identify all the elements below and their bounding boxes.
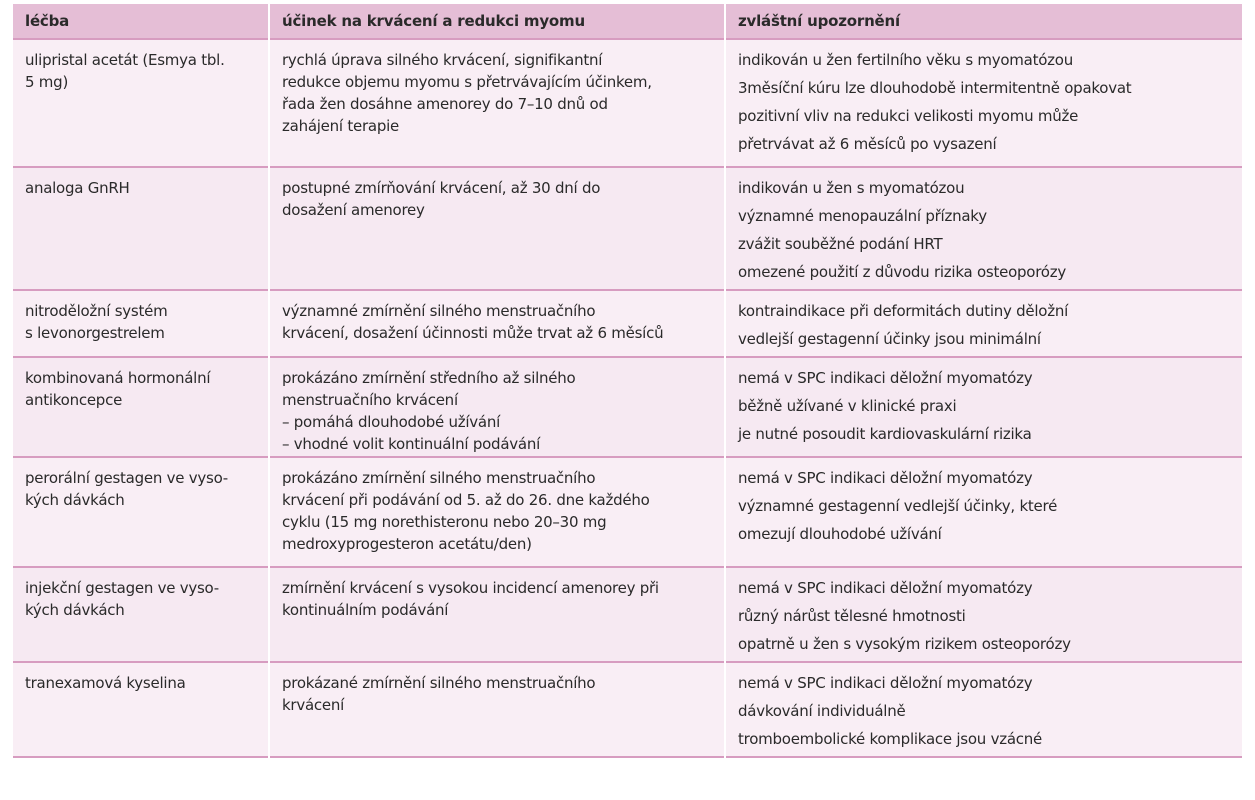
treatment-line: ulipristal acetát (Esmya tbl. [25,51,225,69]
table-row [13,167,1242,290]
effect-cell [269,39,725,167]
treatment-line: perorální gestagen ve vyso- [25,469,228,487]
effect-line: řada žen dosáhne amenorey do 7–10 dnů od [282,95,608,113]
table-row [13,290,1242,357]
treatment-cell [13,290,269,357]
effect-line: krvácení při podávání od 5. až do 26. dne každého [282,491,650,509]
treatment-line: antikoncepce [25,391,123,409]
effect-line: kontinuálním podávání [282,601,449,619]
table-row [13,39,1242,167]
effect-cell [269,457,725,567]
effect-cell [269,357,725,457]
treatment-table [13,4,1242,758]
notes-line: přetrvávat až 6 měsíců po vysazení [738,135,997,153]
effect-cell [269,290,725,357]
effect-line: postupné zmírňování krvácení, až 30 dní do [282,179,601,197]
notes-line: zvážit souběžné podání HRT [738,235,943,253]
notes-cell [725,39,1242,167]
treatment-line: kombinovaná hormonální [25,369,211,387]
effect-line: prokázáno zmírnění středního až silného [282,369,576,387]
table-row [13,357,1242,457]
effect-cell [269,167,725,290]
treatment-line: s levonorgestrelem [25,324,165,342]
notes-line: omezené použití z důvodu rizika osteoporózy [738,263,1066,281]
treatment-cell [13,457,269,567]
notes-line: nemá v SPC indikaci děložní myomatózy [738,674,1033,692]
header-notes: zvláštní upozornění [725,4,1242,39]
notes-cell [725,167,1242,290]
table-body [13,39,1242,757]
table-row [13,567,1242,662]
effect-line: prokázáno zmírnění silného menstruačního [282,469,596,487]
treatment-line: analoga GnRH [25,179,130,197]
effect-cell [269,662,725,757]
table-row [13,457,1242,567]
notes-line: kontraindikace při deformitách dutiny děložní [738,302,1069,320]
treatment-cell [13,567,269,662]
effect-line: menstruačního krvácení [282,391,458,409]
header-effect: účinek na krvácení a redukci myomu [269,4,725,39]
effect-line: – pomáhá dlouhodobé užívání [282,413,501,431]
notes-cell [725,567,1242,662]
effect-line: zahájení terapie [282,117,399,135]
notes-line: nemá v SPC indikaci děložní myomatózy [738,469,1033,487]
notes-line: běžně užívané v klinické praxi [738,397,957,415]
treatment-line: kých dávkách [25,491,125,509]
treatment-line: nitroděložní systém [25,302,168,320]
effect-line: krvácení [282,696,345,714]
notes-cell [725,662,1242,757]
effect-line: – vhodné volit kontinuální podávání [282,435,540,453]
notes-cell [725,357,1242,457]
effect-cell [269,567,725,662]
effect-line: zmírnění krvácení s vysokou incidencí amenorey při [282,579,659,597]
treatment-line: tranexamová kyselina [25,674,186,692]
notes-line: tromboembolické komplikace jsou vzácné [738,730,1042,748]
treatment-cell [13,167,269,290]
effect-line: medroxyprogesteron acetátu/den) [282,535,532,553]
treatment-line: 5 mg) [25,73,69,91]
notes-cell [725,290,1242,357]
effect-line: cyklu (15 mg norethisteronu nebo 20–30 mg [282,513,607,531]
effect-line: rychlá úprava silného krvácení, signifikantní [282,51,603,69]
effect-line: dosažení amenorey [282,201,425,219]
notes-cell [725,457,1242,567]
notes-line: pozitivní vliv na redukci velikosti myomu může [738,107,1079,125]
table-row [13,662,1242,757]
notes-line: dávkování individuálně [738,702,906,720]
notes-line: indikován u žen fertilního věku s myomatózou [738,51,1073,69]
notes-line: omezují dlouhodobé užívání [738,525,942,543]
table-header-row [13,4,1242,39]
treatment-line: kých dávkách [25,601,125,619]
effect-line: krvácení, dosažení účinnosti může trvat až 6 měsíců [282,324,664,342]
treatment-line: injekční gestagen ve vyso- [25,579,219,597]
notes-line: významné gestagenní vedlejší účinky, které [738,497,1058,515]
effect-line: prokázané zmírnění silného menstruačního [282,674,596,692]
treatment-cell [13,662,269,757]
notes-line: nemá v SPC indikaci děložní myomatózy [738,579,1033,597]
notes-line: nemá v SPC indikaci děložní myomatózy [738,369,1033,387]
treatment-cell [13,357,269,457]
effect-line: významné zmírnění silného menstruačního [282,302,596,320]
header-treatment: léčba [13,4,269,39]
notes-line: je nutné posoudit kardiovaskulární rizika [738,425,1032,443]
notes-line: vedlejší gestagenní účinky jsou minimální [738,330,1041,348]
treatment-cell [13,39,269,167]
notes-line: různý nárůst tělesné hmotnosti [738,607,966,625]
notes-line: indikován u žen s myomatózou [738,179,965,197]
notes-line: významné menopauzální příznaky [738,207,987,225]
effect-line: redukce objemu myomu s přetrvávajícím účinkem, [282,73,652,91]
notes-line: opatrně u žen s vysokým rizikem osteoporózy [738,635,1071,653]
notes-line: 3měsíční kúru lze dlouhodobě intermitentně opakovat [738,79,1132,97]
